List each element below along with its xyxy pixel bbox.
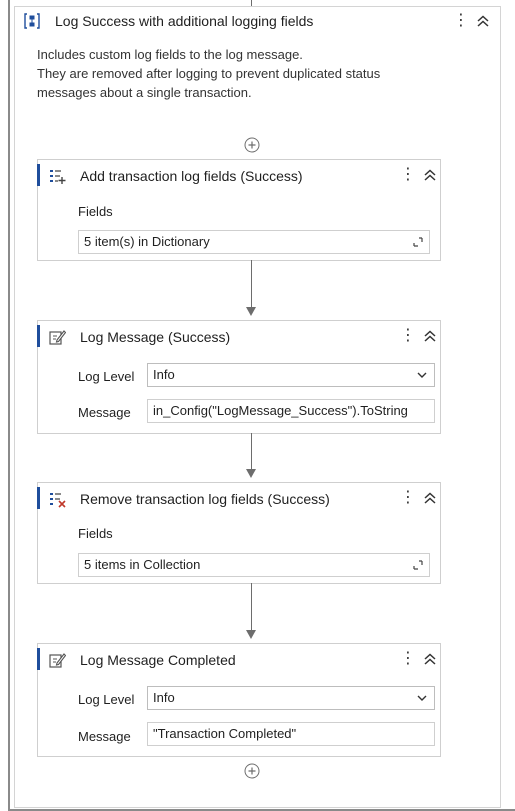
activity-log-message-success[interactable]: [37, 320, 441, 434]
activity-title: Remove transaction log fields (Success): [80, 491, 330, 507]
log-message-icon: [48, 651, 66, 669]
remove-log-fields-icon: [48, 490, 66, 508]
flow-connector: [251, 583, 252, 630]
annotation-line: They are removed after logging to prevent duplicated status: [37, 66, 381, 81]
sequence-header[interactable]: [15, 7, 500, 35]
annotation-line: Includes custom log fields to the log message.: [37, 47, 303, 62]
log-level-select[interactable]: [147, 363, 435, 387]
message-input[interactable]: [147, 722, 435, 746]
activity-more-icon[interactable]: ⋮: [400, 489, 416, 506]
message-input[interactable]: [147, 399, 435, 423]
activity-collapse-icon[interactable]: [422, 328, 438, 344]
flow-arrow-icon: [246, 630, 256, 639]
activity-collapse-icon[interactable]: [422, 651, 438, 667]
add-activity-icon[interactable]: [244, 763, 260, 779]
activity-add-log-fields[interactable]: [37, 159, 441, 261]
log-message-icon: [48, 328, 66, 346]
annotation-line: messages about a single transaction.: [37, 85, 252, 100]
log-level-label: Log Level: [78, 692, 135, 707]
chevron-down-icon[interactable]: [417, 693, 427, 703]
activity-header[interactable]: [38, 160, 440, 190]
fields-value-box[interactable]: [78, 230, 430, 254]
activity-remove-log-fields[interactable]: [37, 482, 441, 584]
activity-more-icon[interactable]: ⋮: [400, 327, 416, 344]
activity-header[interactable]: [38, 644, 440, 674]
activity-more-icon[interactable]: ⋮: [400, 650, 416, 667]
fields-label: Fields: [78, 526, 113, 541]
activity-more-icon[interactable]: ⋮: [400, 166, 416, 183]
activity-collapse-icon[interactable]: [422, 167, 438, 183]
expand-editor-icon[interactable]: [413, 560, 423, 570]
designer-frame-left: [8, 0, 10, 811]
activity-title: Log Message (Success): [80, 329, 231, 345]
add-log-fields-icon: [48, 167, 66, 185]
activity-title: Add transaction log fields (Success): [80, 168, 303, 184]
fields-value-box[interactable]: [78, 553, 430, 577]
message-label: Message: [78, 729, 131, 744]
expand-editor-icon[interactable]: [413, 237, 423, 247]
log-level-label: Log Level: [78, 369, 135, 384]
fields-value: 5 items in Collection: [84, 557, 201, 572]
sequence-icon: [23, 12, 41, 30]
chevron-down-icon[interactable]: [417, 370, 427, 380]
fields-label: Fields: [78, 204, 113, 219]
activity-title: Log Message Completed: [80, 652, 236, 668]
message-value: in_Config("LogMessage_Success").ToString: [153, 403, 408, 418]
activity-log-message-completed[interactable]: [37, 643, 441, 757]
fields-value: 5 item(s) in Dictionary: [84, 234, 210, 249]
sequence-collapse-icon[interactable]: [475, 13, 491, 29]
flow-arrow-icon: [246, 307, 256, 316]
log-level-value: Info: [153, 690, 175, 705]
message-value: "Transaction Completed": [153, 726, 297, 741]
add-activity-icon[interactable]: [244, 137, 260, 153]
flow-connector: [251, 260, 252, 307]
message-label: Message: [78, 405, 131, 420]
activity-header[interactable]: [38, 483, 440, 513]
flow-connector: [251, 433, 252, 469]
sequence-more-icon[interactable]: ⋮: [453, 12, 469, 29]
log-level-value: Info: [153, 367, 175, 382]
flow-arrow-icon: [246, 469, 256, 478]
sequence-title: Log Success with additional logging fields: [55, 13, 314, 29]
sequence-annotation: [37, 45, 467, 102]
activity-header[interactable]: [38, 321, 440, 351]
log-level-select[interactable]: [147, 686, 435, 710]
activity-collapse-icon[interactable]: [422, 490, 438, 506]
